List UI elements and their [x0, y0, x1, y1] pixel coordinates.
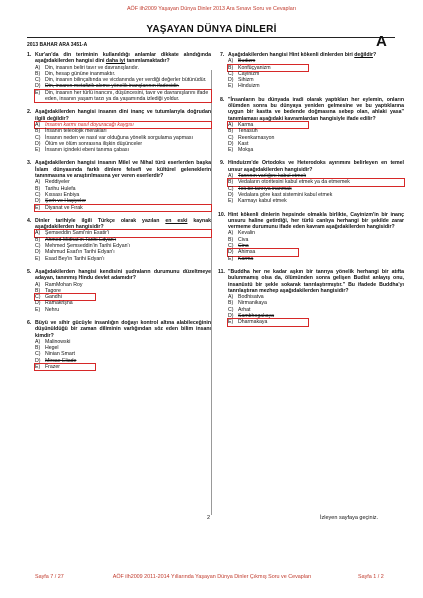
- question-8: [220, 96, 404, 154]
- option-a[interactable]: A) Tanrının varlığını kabul etmek: [228, 173, 307, 180]
- question-11: [218, 268, 404, 326]
- question-7: [220, 52, 404, 90]
- option-b-selected[interactable]: B) Konfüçyanizm: [228, 65, 308, 71]
- option-b-selected[interactable]: B) Vedaların otoritesini kabul etmek ya da etmemek: [228, 179, 404, 185]
- question-number: 9.: [220, 160, 225, 167]
- site-header: AÖF ilh2009 Yaşayan Dünya Dinler 2013 Ara Sınavı Soru ve Cevapları: [126, 6, 297, 12]
- question-stem: Kur'an'da din teriminin kullanıldığı anlamlar dikkate alındığında aşağıdakilerden hangisi dini daha iyi tanımlamaktadır?: [35, 52, 211, 65]
- option-c[interactable]: C) Din, insanın bilinçaltında ve vicdanında yer verdiği değerler bütünüdür.: [35, 77, 207, 84]
- footer-page-left: Sayfa 7 / 27: [35, 574, 64, 580]
- question-stem: Hint kökenli dinlerin hepsinde olmakla birlikte, Cayinizm'in bir inanç unsuru haline getirdiği, her türlü canlıya herhangi bir şekilde zarar vermeme durumunu ifade eden kavram aşağıdakilerden hangisidir?: [228, 211, 404, 231]
- question-stem: Aşağıdakilerden hangisi Hint kökenli dinlerden biri değildir?: [228, 52, 377, 58]
- option-b[interactable]: B) Nirmanikaya: [228, 300, 267, 307]
- option-e[interactable]: E) Mokşa: [228, 147, 254, 154]
- option-c[interactable]: C) Kıssası Enbiya: [35, 191, 80, 198]
- question-stem: Aşağıdakilerden hangisi kendisini şudraların durumunu düzeltmeye adayan, tanınmış Hindu devlet adamıdır?: [35, 268, 211, 282]
- question-number: 5.: [27, 268, 32, 275]
- question-6: [27, 319, 211, 371]
- booklet-letter: A: [376, 33, 387, 50]
- option-c-selected[interactable]: C) Gandhi: [35, 294, 95, 300]
- option-d[interactable]: D) Ölüm ve ölüm sonrasına ilişkin düşünceler: [35, 140, 143, 147]
- option-e-selected[interactable]: E) Dharmakaya: [228, 319, 308, 325]
- option-b[interactable]: B) Tagore: [35, 287, 61, 294]
- question-stem: Hinduizm'de Ortodoks ve Heterodoks ayırımını belirleyen en temel unsur aşağıdakilerden hangisidir?: [228, 160, 404, 173]
- option-a[interactable]: A) RamMohan Roy: [35, 281, 83, 288]
- option-a[interactable]: A) Budizm: [228, 58, 256, 65]
- option-a[interactable]: A) Din, insanın beliri tavır ve davranışlarıdır.: [35, 64, 139, 71]
- option-e-selected[interactable]: E) Frazer: [35, 364, 95, 370]
- question-stem: Dinler tarihiyle ilgili Türkçe olarak yazılan en eski kaynak aşağıdakilerden hangisidir?: [35, 217, 211, 231]
- option-e[interactable]: E) Esad Bey'in Tarihi Edyan'ı: [35, 255, 105, 262]
- question-number: 8.: [220, 96, 225, 103]
- option-c[interactable]: C) Tek bir tanrıya inanmak: [228, 185, 292, 192]
- option-b[interactable]: B) Ahmed Midhat'ın Tarihi Edyan'ı: [35, 236, 117, 243]
- option-c[interactable]: C) Ninian Smart: [35, 351, 75, 358]
- question-9: [220, 160, 404, 205]
- question-stem: Aşağıdakilerden hangisi insanın Milel ve Nihal türü eserlerden başka İslam dünyasında farklı dinlere felsefi ve kültürel geleneklerin tanınmasına ve araştırılmasına yer veren eserlerdir?: [35, 160, 211, 180]
- question-stem: "Buddha her ne kadar aşkın bir tanrıya yönelik herhangi bir atıfta bulunmamış olsa da, ölümünden sonra gelişen Budist anlayış onu, insanüstü bir şekle sokarak tanrılaştırmıştır." Bu ifadede Buddha'yı tanrılaştıran mezhep aşağıdakilerden hangisidir?: [228, 268, 404, 294]
- option-a[interactable]: A) Kevalin: [228, 230, 256, 237]
- question-number: 1.: [27, 52, 32, 58]
- option-d[interactable]: D) Mircae Eliade: [35, 357, 77, 364]
- option-e[interactable]: E) Nehru: [35, 306, 60, 313]
- exam-code: 2013 BAHAR ARA 3451-A: [27, 42, 88, 48]
- option-c[interactable]: C) Cina: [228, 243, 249, 250]
- question-stem: "İnsanların bu dünyada iradi olarak yaptıkları her eylemin, onların ölümden sonra bu dünyaya yeniden gelmesine ve bu yaptıklarına uygun bir kastta ve bedende doğmasına sebep olan, ahlaki yasa" tanımlaması aşağıdaki kavramlardan hangisiyle ifade edilir?: [228, 96, 404, 122]
- option-c[interactable]: C) Cayinizm: [228, 70, 260, 77]
- question-number: 11.: [218, 268, 225, 275]
- option-d[interactable]: D) Din, insanın metafizik aleme yönelik inançlarının ifadesidir.: [35, 83, 180, 90]
- option-b[interactable]: B) Hegel: [35, 345, 59, 352]
- question-10: [218, 211, 404, 262]
- option-b[interactable]: B) Din, hesap gününe inanmaktır.: [35, 70, 116, 77]
- option-b[interactable]: B) Tenasüh: [228, 128, 258, 135]
- option-d[interactable]: D) Mahmud Esat'ın Tarihi Edyan'ı: [35, 249, 115, 256]
- option-d[interactable]: D) Vedalara göre kast sistemini kabul etmek: [228, 191, 333, 198]
- right-column: [218, 52, 404, 333]
- question-stem: Büyü ve sihir gücüyle insanlığın doğayı kontrol altına alabileceğinin düşünüldüğü bir zaman diliminin varlığından söz eden bilim insanı kimdir?: [35, 319, 211, 339]
- option-d[interactable]: D) Ramakrişna: [35, 300, 73, 307]
- option-c[interactable]: C) Mehmed Şemseddin'in Tarihi Edyan'ı: [35, 243, 130, 250]
- question-2: [27, 109, 211, 154]
- question-number: 6.: [27, 319, 32, 326]
- option-e-selected[interactable]: E) Din, insanın her türlü inancını, düşüncesini, tavır ve davranışlarını ifade eden, insanın yaşam tarzı ya da yaşamında izlediği yoldur.: [35, 90, 211, 103]
- page-title: YAŞAYAN DÜNYA DİNLERİ: [146, 24, 277, 35]
- question-number: 10.: [218, 211, 226, 218]
- option-c[interactable]: C) Arhat: [228, 306, 251, 313]
- option-d[interactable]: D) Kast: [228, 140, 249, 147]
- option-c[interactable]: C) Reenkarnasyon: [228, 134, 275, 141]
- option-a[interactable]: A) Malinowski: [35, 338, 71, 345]
- option-e[interactable]: E) İnsanın içindeki ebeni tanıma çabası: [35, 147, 129, 154]
- question-5: [27, 268, 211, 313]
- option-d[interactable]: D) Sihizm: [228, 77, 254, 84]
- option-b[interactable]: B) Tarihu Hulefa: [35, 185, 76, 192]
- question-stem: Aşağıdakilerden hangisi insanın dini inanç ve tutumlarıyla doğrudan ilgili değildir?: [35, 109, 211, 122]
- continue-note: İzleyen sayfaya geçiniz.: [320, 515, 379, 521]
- footer-title: AÖF ilh2009 2011-2014 Yıllarında Yaşayan Dünya Dinler Çıkmış Soru ve Cevapları: [112, 574, 312, 580]
- question-3: [27, 160, 211, 211]
- question-4: [27, 217, 211, 262]
- question-number: 3.: [27, 160, 32, 167]
- option-b[interactable]: B) İnsanın teleolojik merakları: [35, 128, 107, 135]
- option-d[interactable]: D) Sambhogakaya: [228, 312, 275, 319]
- question-1: [27, 52, 211, 103]
- column-divider: [211, 70, 212, 515]
- option-a-selected[interactable]: A) İnsanın karmı nasıl doyuracağı kaygısı: [35, 122, 211, 128]
- option-a-selected[interactable]: A) Şemseddin Sami'nin Esatir'i: [35, 230, 211, 236]
- option-e[interactable]: E) Karmayı kabul etmek: [228, 198, 287, 205]
- option-b[interactable]: B) Civa: [228, 236, 249, 243]
- page-number: 2: [207, 515, 211, 521]
- option-d-selected[interactable]: D) Ahimsa: [228, 249, 298, 255]
- option-c[interactable]: C) İnsanın neden ve nasıl var olduğuna yönelik sorgulama yapması: [35, 134, 193, 141]
- question-number: 2.: [27, 109, 32, 116]
- header-rule: [27, 37, 395, 38]
- option-d[interactable]: D) Şerh ve Haşiyeler: [35, 198, 86, 205]
- option-a[interactable]: A) Bodhisatva: [228, 294, 264, 301]
- option-e[interactable]: E) Karma: [228, 255, 254, 262]
- question-number: 4.: [27, 217, 32, 224]
- question-number: 7.: [220, 52, 225, 58]
- footer-page-right: Sayfa 1 / 2: [358, 574, 384, 580]
- option-a-selected[interactable]: A) Karma: [228, 122, 308, 128]
- left-column: [27, 52, 211, 377]
- option-a[interactable]: A) Reddiyeler: [35, 179, 70, 186]
- option-e-selected[interactable]: E) Diyanat ve Fırak: [35, 205, 211, 211]
- option-e[interactable]: E) Hinduizm: [228, 83, 260, 90]
